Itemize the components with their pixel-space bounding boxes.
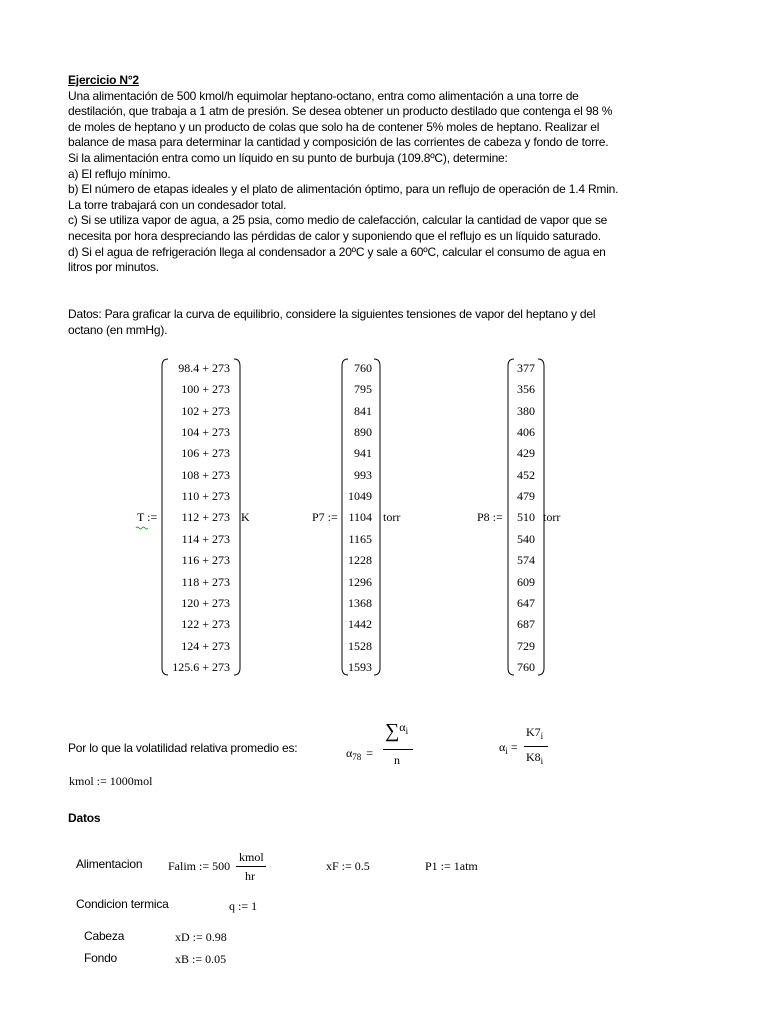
matrix-p7-cell: 1049	[348, 489, 372, 504]
k8-text: K8	[526, 750, 541, 764]
exercise-body	[68, 88, 619, 276]
matrix-p7-cell: 1368	[348, 595, 372, 610]
matrix-t-squiggle	[136, 526, 150, 530]
matrix-p7-cell: 1442	[348, 617, 372, 632]
datos-intro-line: octano (en mmHg).	[68, 322, 168, 337]
alpha-i-subscript: i	[505, 746, 508, 756]
matrix-p7-cells	[340, 358, 372, 676]
matrix-p7-unit: torr	[383, 510, 401, 524]
matrix-p7-cell: 1296	[348, 574, 372, 589]
xf-definition: xF := 0.5	[326, 859, 370, 873]
alpha-i-denominator	[526, 750, 543, 766]
exercise-title: Ejercicio N°2	[68, 73, 139, 87]
alpha78-symbol: α	[346, 746, 353, 760]
kmol-definition: kmol := 1000mol	[69, 774, 153, 788]
alpha-i-equals: =	[510, 740, 518, 754]
matrix-p7-cell: 1104	[348, 510, 372, 525]
matrix-t-cell: 125.6 + 273	[172, 659, 230, 674]
exercise-line: Una alimentación de 500 kmol/h equimolar heptano-octano, entra como alimentación a una torre de	[68, 88, 579, 103]
matrix-p8-cell: 609	[517, 574, 535, 589]
falim-unit-denominator: hr	[245, 869, 255, 883]
matrix-p8-cell: 510	[517, 510, 535, 525]
falim-fraction-bar	[236, 866, 266, 867]
matrix-p7-cell: 760	[354, 361, 372, 375]
exercise-line: b) El número de etapas ideales y el plato de alimentación óptimo, para un reflujo de operación de 1.4 Rmin.	[68, 182, 619, 197]
alpha-subscript: i	[405, 726, 409, 736]
exercise-line: a) El reflujo mínimo.	[68, 166, 171, 181]
exercise-statement	[68, 73, 619, 276]
matrix-t-cell: 102 + 273	[181, 403, 230, 418]
alimentacion-label: Alimentacion	[76, 857, 143, 871]
matrix-p7-cell: 841	[354, 403, 372, 418]
exercise-line: destilación, que trabaja a 1 atm de presión. Se desea obtener un producto destilado que contenga el 98 %	[68, 104, 613, 119]
matrix-p7-cell: 1528	[348, 638, 372, 653]
exercise-line: c) Si se utiliza vapor de agua, a 25 psia, como medio de calefacción, calcular la cantidad de vapor que se	[68, 213, 608, 228]
matrix-p8-cell: 647	[517, 595, 535, 610]
matrix-p7-cell: 1593	[348, 659, 372, 674]
alpha78-lhs	[346, 746, 373, 762]
matrix-t-label-text: T :=	[137, 510, 158, 524]
matrix-t-cell: 104 + 273	[181, 425, 230, 440]
matrix-t-cell: 100 + 273	[181, 382, 230, 397]
alpha78-equals: =	[366, 746, 374, 760]
matrix-p7	[340, 358, 386, 676]
matrix-p8	[506, 358, 546, 676]
falim-definition: Falim := 500	[168, 859, 231, 873]
matrix-p8-cell: 356	[517, 382, 535, 397]
alpha-i-fraction-bar	[524, 746, 548, 747]
p1-definition: P1 := 1atm	[425, 859, 478, 873]
matrix-t-label	[137, 510, 157, 525]
matrix-t-cell: 114 + 273	[181, 531, 230, 546]
matrix-p8-label: P8 :=	[477, 510, 503, 524]
matrix-p8-cell: 380	[517, 403, 535, 418]
datos-intro	[68, 307, 608, 338]
matrix-t-cell: 106 + 273	[181, 446, 230, 461]
matrix-p8-cell: 574	[517, 553, 535, 568]
matrix-t-cell: 116 + 273	[181, 553, 230, 568]
alpha78-subscript: 78	[352, 752, 362, 762]
matrix-p8-unit: torr	[543, 510, 561, 524]
datos-heading: Datos	[68, 811, 101, 825]
k8-subscript: i	[540, 756, 544, 766]
k7-subscript: i	[540, 731, 544, 741]
fondo-label: Fondo	[84, 951, 118, 965]
matrix-p8-cell: 729	[517, 638, 535, 653]
exercise-line: de moles de heptano y un producto de colas que solo ha de contener 5% moles de heptano. Realizar el	[68, 119, 600, 134]
exercise-line: d) Si el agua de refrigeración llega al condensador a 20ºC y sale a 60ºC, calcular el consumo de agua en	[68, 244, 606, 259]
exercise-line: litros por minutos.	[68, 260, 159, 275]
matrix-p7-cell: 993	[354, 467, 372, 482]
datos-intro-line: Datos: Para graficar la curva de equilibrio, considere la siguientes tensiones de vapor del heptano y del	[68, 307, 596, 321]
matrix-p8-cell: 452	[517, 467, 535, 482]
alpha-i-symbol: α	[499, 740, 506, 754]
matrix-p7-cell: 795	[354, 382, 372, 397]
falim-unit-numerator: kmol	[239, 850, 264, 864]
sigma-symbol: ∑	[385, 720, 400, 742]
matrix-t-cell: 110 + 273	[181, 489, 230, 504]
matrix-p7-cell: 1228	[348, 553, 372, 568]
condicion-termica-label: Condicion termica	[76, 897, 169, 911]
alpha-symbol: α	[399, 720, 406, 734]
exercise-line: Si la alimentación entra como un líquido en su punto de burbuja (109.8ºC), determine:	[68, 150, 508, 165]
matrix-p7-right-bracket	[372, 358, 382, 676]
matrix-t-cell: 124 + 273	[181, 638, 230, 653]
q-definition: q := 1	[229, 899, 258, 913]
matrix-t-cell: 118 + 273	[181, 574, 230, 589]
matrix-p8-cell: 540	[517, 531, 535, 546]
alpha-i-lhs	[499, 740, 518, 756]
cabeza-label: Cabeza	[84, 929, 125, 943]
volatility-text: Por lo que la volatilidad relativa promedio es:	[68, 741, 298, 755]
matrix-p8-cell: 760	[517, 659, 535, 674]
matrix-p8-cell: 377	[517, 361, 535, 375]
matrix-t-cell: 112 + 273	[181, 510, 230, 525]
matrix-t-cells	[160, 358, 230, 676]
alpha78-fraction-bar	[383, 749, 413, 750]
exercise-line: balance de masa para determinar la cantidad y composición de las corrientes de cabeza y fondo de torre.	[68, 135, 609, 150]
matrix-p7-cell: 890	[354, 425, 372, 440]
matrix-p8-cell: 406	[517, 425, 535, 440]
matrix-p8-cell: 479	[517, 489, 535, 504]
alpha78-denominator: n	[394, 753, 400, 767]
matrix-t-cell: 98.4 + 273	[178, 361, 230, 375]
k7-text: K7	[526, 725, 541, 739]
matrix-p7-label: P7 :=	[312, 510, 338, 524]
alpha78-numerator	[385, 720, 408, 743]
alpha-i-numerator	[526, 725, 543, 741]
matrix-p7-cell: 1165	[348, 531, 372, 546]
matrix-p7-cell: 941	[354, 446, 372, 461]
matrix-t-cell: 122 + 273	[181, 617, 230, 632]
exercise-line: necesita por hora despreciando las pérdidas de calor y suponiendo que el reflujo es un líquido saturado.	[68, 228, 601, 243]
matrix-t-cell: 120 + 273	[181, 595, 230, 610]
matrix-p8-cell: 687	[517, 617, 535, 632]
xd-definition: xD := 0.98	[175, 930, 227, 944]
matrix-p8-cells	[506, 358, 535, 676]
matrix-t	[160, 358, 246, 676]
xb-definition: xB := 0.05	[175, 952, 227, 966]
exercise-line: La torre trabajará con un condesador total.	[68, 197, 287, 212]
matrix-p8-cell: 429	[517, 446, 535, 461]
matrix-t-cell: 108 + 273	[181, 467, 230, 482]
matrix-t-unit: K	[241, 510, 250, 524]
